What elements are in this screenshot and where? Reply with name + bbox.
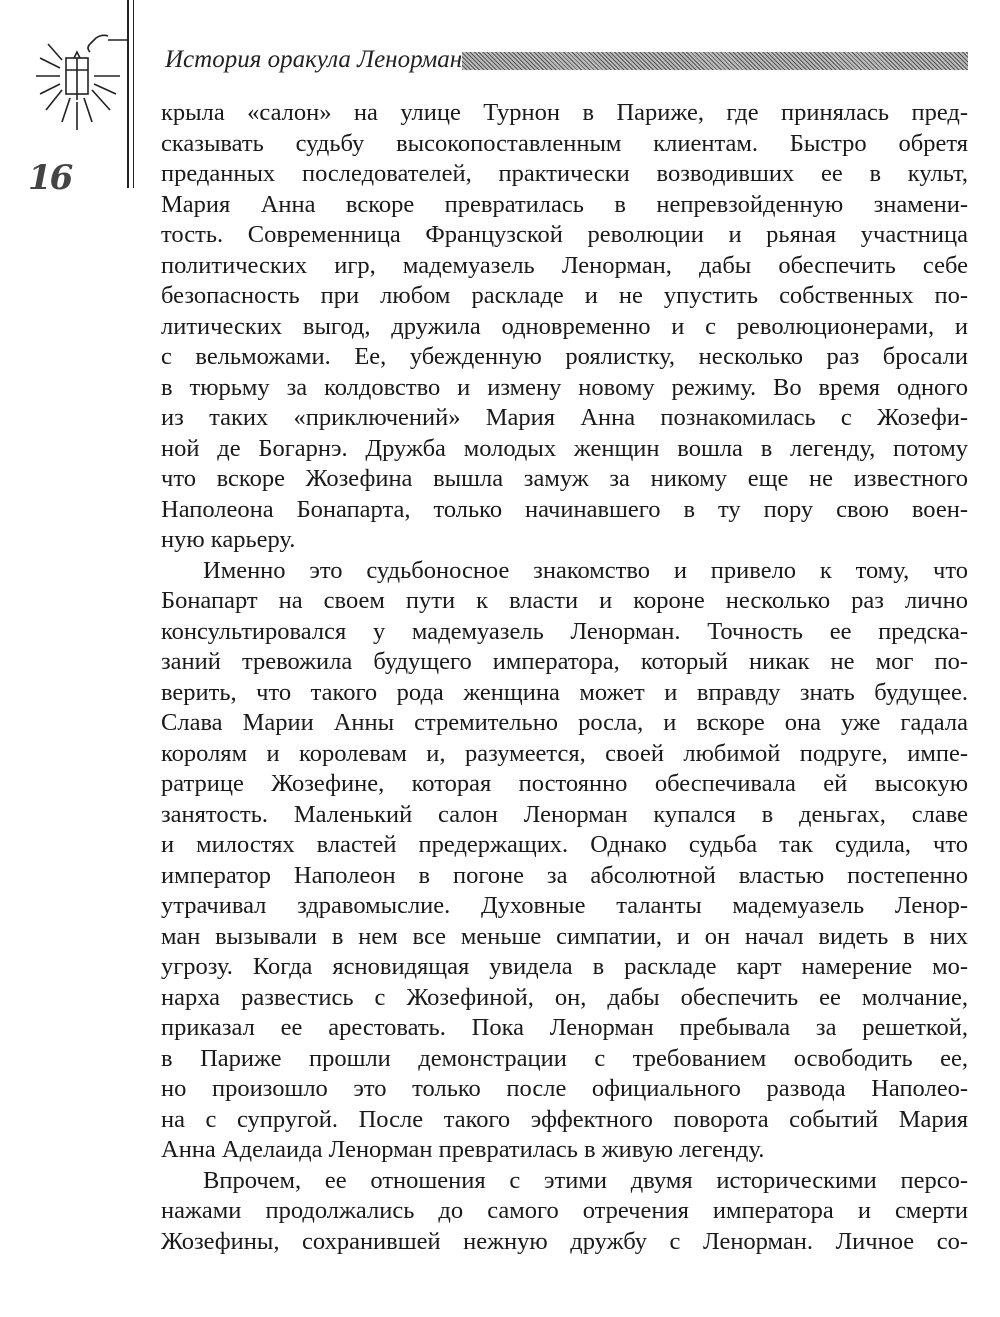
text-line: угрозу. Когда ясновидящая увидела в раскладе карт намерение мо- [161,953,968,980]
text-line: с вельможами. Ее, убежденную роялистку, несколько раз бросали [161,343,968,370]
text-line: заний тревожила будущего императора, который никак не мог по- [161,648,968,675]
text-line: из таких «приключений» Мария Анна познакомилась с Жозефи- [161,404,968,431]
text-line: на с супругой. После такого эффектного поворота событий Мария [161,1105,968,1133]
body-text [161,98,968,1257]
text-line: занятость. Маленький салон Ленорман купался в деньгах, славе [161,800,968,828]
text-line: политических игр, мадемуазель Ленорман, дабы обеспечить себе [161,251,968,279]
text-line: сказывать судьбу высокопоставленным клиентам. Быстро обретя [161,129,968,157]
paragraph-2 [161,556,968,1166]
header-decorative-bar [462,52,968,70]
text-line: утрачивал здравомыслие. Духовные таланты мадемуазель Ленор- [161,892,968,919]
text-line: в тюрьму за колдовство и измену новому режиму. Во время одного [161,373,968,401]
text-line: и милостях властей предержащих. Однако судьба так судила, что [161,831,968,858]
text-line: Анна Аделаида Ленорман превратилась в живую легенду. [161,1136,765,1163]
text-line: преданных последователей, практически возводивших ее в культ, [161,160,968,187]
text-line: тость. Современница Французской революции и рьяная участница [161,221,968,248]
text-line: нажами продолжались до самого отречения императора и смерти [161,1197,968,1224]
text-line: Слава Марии Анны стремительно росла, и вскоре она уже гадала [161,709,968,736]
text-line: что вскоре Жозефина вышла замуж за никому еще не известного [161,465,968,492]
paragraph-1 [161,98,968,556]
text-line: Впрочем, ее отношения с этими двумя историческими персо- [203,1166,968,1194]
text-line: ман вызывали в нем все меньше симпатии, и он начал видеть в них [161,922,968,950]
text-line: Жозефины, сохранившей нежную дружбу с Ленорман. Личное со- [161,1227,968,1255]
text-line: крыла «салон» на улице Турнон в Париже, где принялась пред- [161,99,968,126]
vertical-rule-thin [133,0,134,188]
text-line: консультировался у мадемуазель Ленорман. Точность ее предска- [161,617,968,645]
text-line: Бонапарт на своем пути к власти и короне несколько раз лично [161,587,968,614]
running-title: История оракула Ленорман [165,46,463,73]
paragraph-3 [161,1166,968,1258]
text-line: Наполеона Бонапарта, только начинавшего в ту пору свою воен- [161,495,968,523]
text-line: приказал ее арестовать. Пока Ленорман пребывала за решеткой, [161,1014,968,1041]
text-line: ную карьеру. [161,526,296,553]
page-number: 16 [28,158,72,198]
lamp-icon [30,30,130,140]
text-line: но произошло это только после официального развода Наполео- [161,1075,968,1102]
text-line: безопасность при любом раскладе и не упустить собственных по- [161,282,968,309]
text-line: верить, что такого рода женщина может и вправду знать будущее. [161,678,968,706]
text-line: ной де Богарнэ. Дружба молодых женщин вошла в легенду, потому [161,434,968,462]
text-line: император Наполеон в погоне за абсолютной властью постепенно [161,861,968,889]
text-line: ратрице Жозефине, которая постоянно обеспечивала ей высокую [161,770,968,797]
text-line: литических выгод, дружила одновременно и с революционерами, и [161,312,968,340]
text-line: нарха развестись с Жозефиной, он, дабы обеспечить ее молчание, [161,983,968,1011]
text-line: королям и королевам и, разумеется, своей любимой подруге, импе- [161,739,968,767]
text-line: Именно это судьбоносное знакомство и привело к тому, что [203,556,968,584]
text-line: Мария Анна вскоре превратилась в непревзойденную знамени- [161,190,968,218]
text-line: в Париже прошли демонстрации с требованием освободить ее, [161,1044,968,1072]
